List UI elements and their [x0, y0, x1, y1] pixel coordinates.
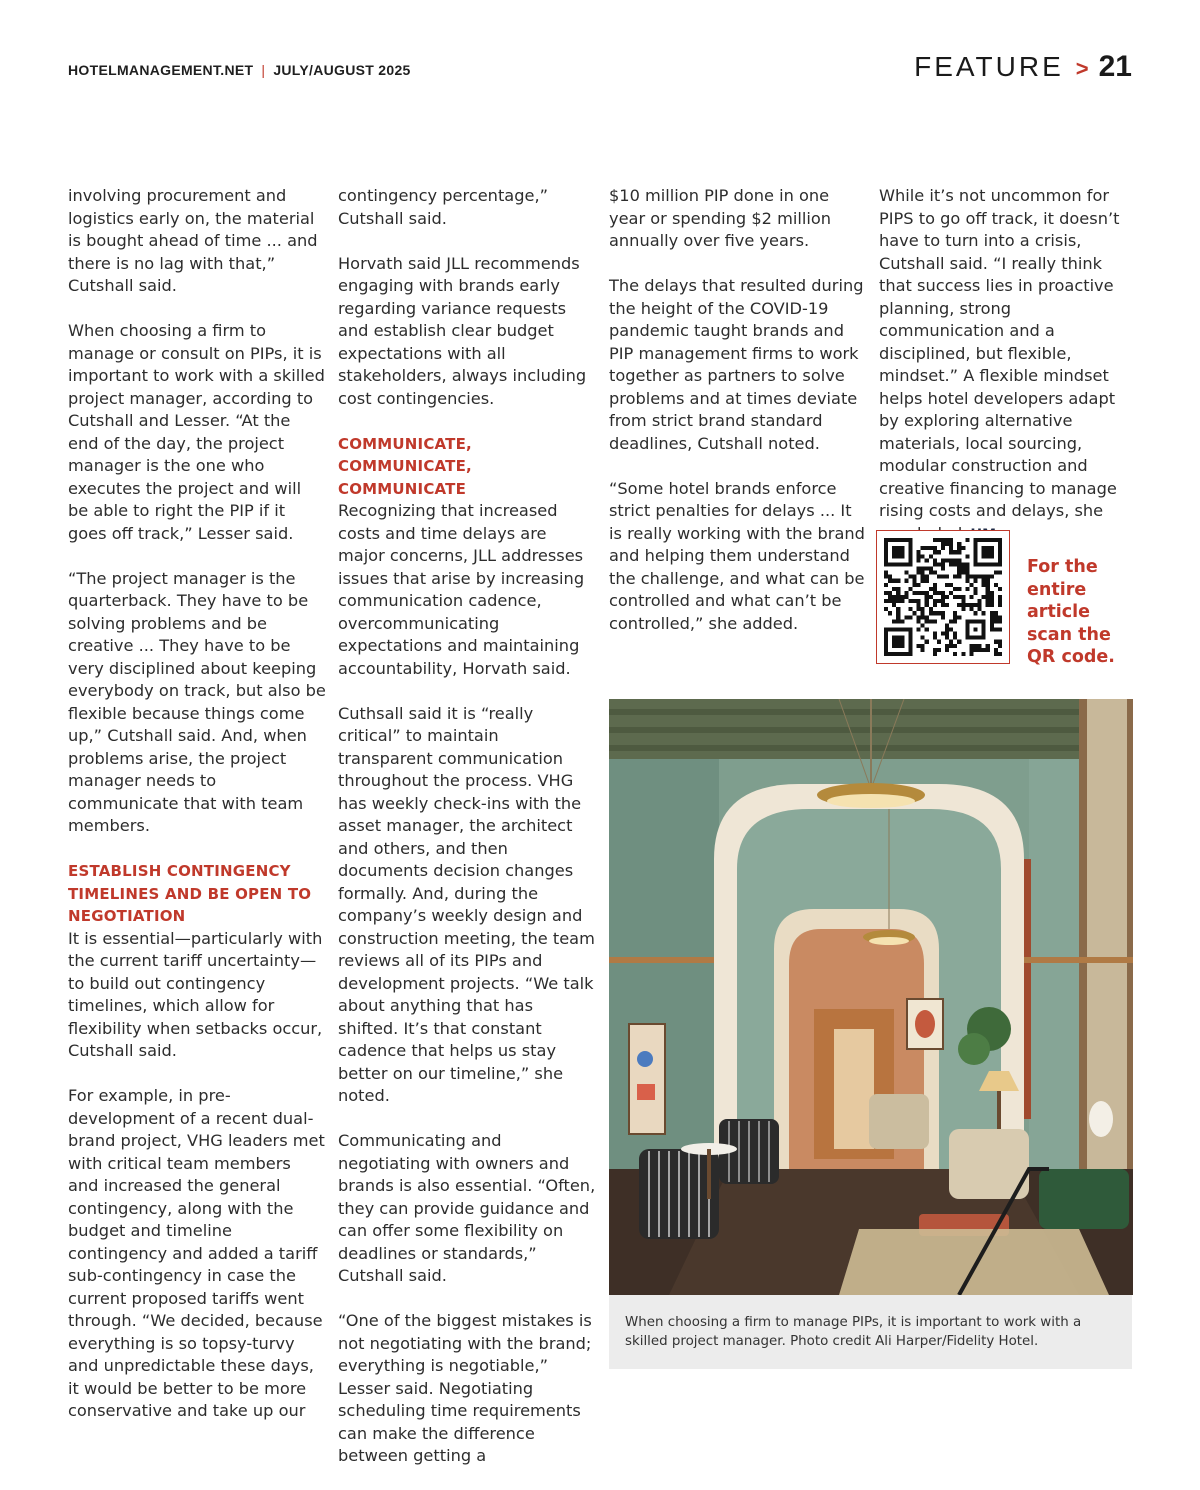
subheading-contingency: ESTABLISH CONTINGENCY TIMELINES AND BE OPEN TO NEGOTIATION [68, 862, 312, 925]
publication-name: HOTELMANAGEMENT.NET [68, 62, 254, 78]
paragraph: $10 million PIP done in one year or spending $2 million annually over five years. [609, 186, 832, 250]
paragraph: “One of the biggest mistakes is not negotiating with the brand; everything is negotiable,” Lesser said. Negotiating scheduling time requirements can make the difference between getting a [338, 1311, 592, 1465]
paragraph: “Some hotel brands enforce strict penalties for delays ... It is really working with the brand and helping them understand the challenge, and what can be controlled and what can’t be controlled,” she added. [609, 478, 865, 633]
chevron-right-icon: > [1075, 56, 1089, 81]
paragraph: When choosing a firm to manage or consult on PIPs, it is important to work with a skilled project manager, according to Cutshall and Lesser. “At the end of the day, the project manager is the one who executes the project and will be able to right the PIP if it goes off track,” Lesser said. [68, 321, 325, 543]
issue-date: JULY/AUGUST 2025 [273, 62, 411, 78]
paragraph: It is essential—particularly with the current tariff uncertainty—to build out contingency timelines, which allow for flexibility when setbacks occur, Cutshall said. [68, 928, 323, 1060]
section-label: FEATURE [914, 51, 1064, 82]
article-column-2 [338, 185, 596, 1490]
qr-instruction: For the entire article scan the QR code. [1027, 557, 1115, 667]
paragraph: Communicating and negotiating with owners and brands is also essential. “Often, they can provide guidance and can offer some flexibility on deadlines or standards,” Cutshall said. [338, 1131, 596, 1285]
paragraph: The delays that resulted during the height of the COVID-19 pandemic taught brands and PIP management firms to work together as partners to solve problems and at times deviate from strict brand standard deadlines, Cutshall noted. [609, 276, 864, 453]
section-folio [914, 50, 1132, 84]
running-header [68, 62, 411, 78]
paragraph: Recognizing that increased costs and time delays are major concerns, JLL addresses issues that arise by increasing communication cadence, overcommunicating expectations and maintaining accountability, Horvath said. [338, 501, 585, 678]
paragraph: involving procurement and logistics early on, the material is bought ahead of time ... and there is no lag with that,” Cutshall said. [68, 186, 318, 295]
article-column-3 [609, 185, 867, 658]
paragraph: Horvath said JLL recommends engaging with brands early regarding variance requests and establish clear budget expectations with all stakeholders, always including cost contingencies. [338, 253, 587, 408]
hotel-lobby-photo [609, 699, 1133, 1295]
paragraph: While it’s not uncommon for PIPS to go off track, it doesn’t have to turn into a crisis, Cutshall said. “I really think that success lies in proactive planning, strong communication and a disciplined, but flexible, mindset.” A flexible mindset helps hotel developers adapt by exploring alternative materials, local sourcing, modular construction and creative financing to manage rising costs and delays, she [879, 186, 1120, 520]
paragraph: For example, in pre-development of a recent dual-brand project, VHG leaders met with critical team members and increased the general contingency, along with the budget and timeline contingency and added a tariff sub-contingency in case the current proposed tariffs went through. “We decided, because everything is so topsy-turvy and unpredictable these days, it would be better to be more conservative and take up our [68, 1086, 325, 1420]
paragraph: Cuthsall said it is “really critical” to maintain transparent communication throughout the process. VHG has weekly check-ins with the asset manager, the architect and others, and then documents decision changes formally. And, during the company’s weekly design and construction meeting, the team reviews all of its PIPs and development projects. “We talk about anything that has shifted. It’s that constant cadence that helps us stay better on our timeline,” she noted. [338, 703, 595, 1105]
qr-code[interactable] [876, 530, 1010, 664]
article-column-4 [879, 185, 1137, 569]
paragraph: “The project manager is the quarterback. They have to be solving problems and be creative ... They have to be very disciplined about keeping everybody on track, but also be flexible because things come up,” Cutshall said. And, when problems arise, the project manager needs to communicate that with team members. [68, 568, 326, 835]
page-number: 21 [1098, 50, 1132, 83]
lobby-illustration [609, 699, 1133, 1295]
article-column-1 [68, 185, 326, 1445]
subheading-communicate: COMMUNICATE, COMMUNICATE, COMMUNICATE [338, 434, 472, 498]
paragraph: contingency percentage,” Cutshall said. [338, 186, 548, 228]
photo-caption-box [609, 1295, 1132, 1369]
photo-caption: When choosing a firm to manage PIPs, it is important to work with a skilled project manager. Photo credit Ali Harper/Fidelity Hotel. [625, 1315, 1082, 1349]
header-separator: | [261, 62, 266, 78]
qr-code-icon [884, 538, 1002, 656]
